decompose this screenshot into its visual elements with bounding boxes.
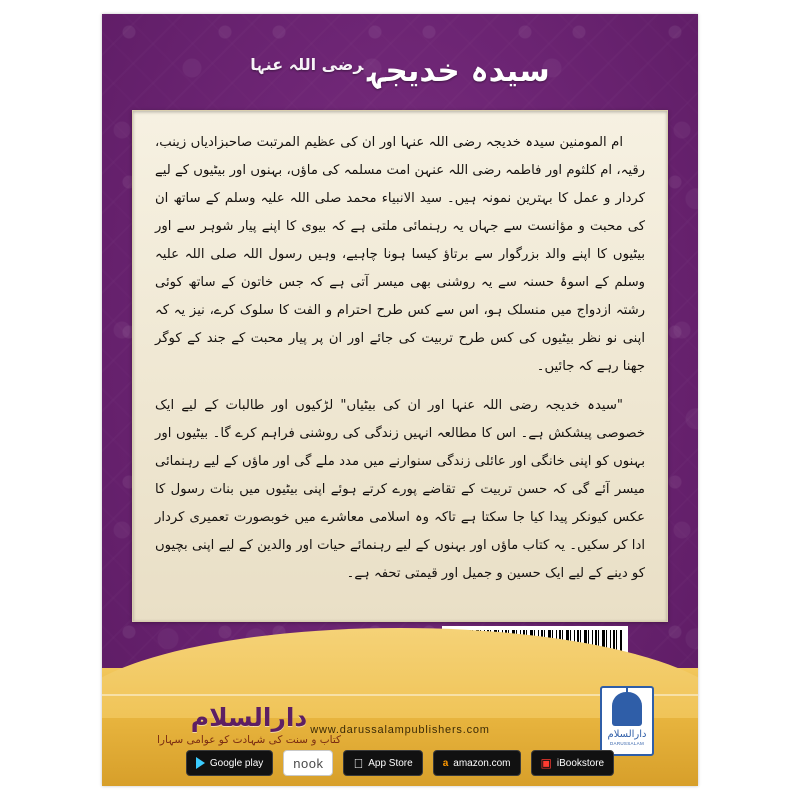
seal-word: دارالسلام [607,729,647,740]
apple-icon [353,757,363,770]
blurb-panel [132,110,668,622]
blurb-paragraph-2: "سیدہ خدیجہ رضی اللہ عنہا اور ان کی بیٹیاں" لڑکیوں اور طالبات کے لیے ایک خصوصی پیشکش ہے۔ اس کا مطالعہ انہیں زندگی کی روشنی فراہم کرے گا۔ بیٹیوں اور بہنوں کو اپنی خانگی اور عائلی زندگی سنوارنے میں مدد ملے گی اور ماؤں کے لیے رہنمائی میسر آئے گی کہ حسن تربیت کے تقاضے پورے کرتے ہوئے اپنی بیٹیوں میں بنات رسول کا عکس کیونکر پیدا کیا جا سکتا ہے تاکہ وہ اسلامی معاشرے میں خوبصورت تعمیری کردار ادا کر سکیں۔ یہ کتاب ماؤں اور بہنوں کے لیے رہنمائے حیات اور والدین کے لیے اپنی بچیوں کو دینے کے لیے ایک حسین و جمیل اور قیمتی تحفہ ہے۔ [155,397,645,581]
blurb-paragraph-1: ام المومنین سیدہ خدیجہ رضی اللہ عنہا اور ان کی عظیم المرتبت صاحبزادیاں زینب، رقیہ، ام کلثوم اور فاطمہ رضی اللہ عنہن امت مسلمہ کی ماؤں، بہنوں اور بیٹیوں کے لیے کردار و عمل کا بہترین نمونہ ہیں۔ سید الانبیاء محمد صلی اللہ علیہ وسلم کے ساتھ ان کی محبت و مؤانست سے جہاں یہ رہنمائی ملتی ہے کہ بیوی کا اپنے پیار شوہر سے اور بیٹیوں کا اپنے والد بزرگوار سے برتاؤ کیسا ہونا چاہیے، وہیں رسول اللہ صلی اللہ علیہ وسلم کے اسوۂ حسنہ سے یہ روشنی بھی میسر آتی ہے کہ جس خاتون کے ساتھ کوئی رشتہ ازدواج میں منسلک ہو، اس سے کس طرح احترام و الفت کا سلوک کرے، نیز یہ کہ اپنی نو نظر بیٹیوں کی کس طرح تربیت کی جائے اور ان پر پیار محبت کے جند کے کوگر جھنا رہے کہ جائیں۔ [155,135,645,374]
publisher-tagline: کتاب و سنت کی شہادت کو عوامی سہارا [157,734,341,746]
website-url[interactable]: www.darussalampublishers.com [310,724,490,736]
store-badges [102,746,698,780]
publisher-name: دارالسلام [190,703,308,732]
book-icon: ▣ [535,756,547,770]
title-honorific: رضی اللہ عنہا [250,54,364,74]
seal-subtext: DARUSSALAM [609,741,644,746]
badge-app-store[interactable] [343,750,422,776]
badge-app-store-label: App Store [363,757,408,769]
title-block [102,48,698,95]
badge-nook[interactable] [283,750,333,776]
badge-google-play[interactable] [186,750,273,776]
page-title [102,48,698,95]
mosque-dome-icon [612,692,642,726]
book-back-cover [102,14,698,786]
nook-wordmark-icon: nook [293,755,324,771]
badge-google-play-label: Google play [209,757,264,769]
amazon-icon: a [437,757,444,769]
footer-band [102,668,698,786]
badge-ibookstore-label: iBookstore [551,757,600,769]
badge-amazon[interactable] [433,750,521,776]
book-title-text: سیدہ خدیجہ [367,53,550,89]
badge-ibookstore[interactable] [531,750,615,776]
play-triangle-icon [196,757,205,769]
badge-amazon-label: amazon.com [448,757,506,769]
